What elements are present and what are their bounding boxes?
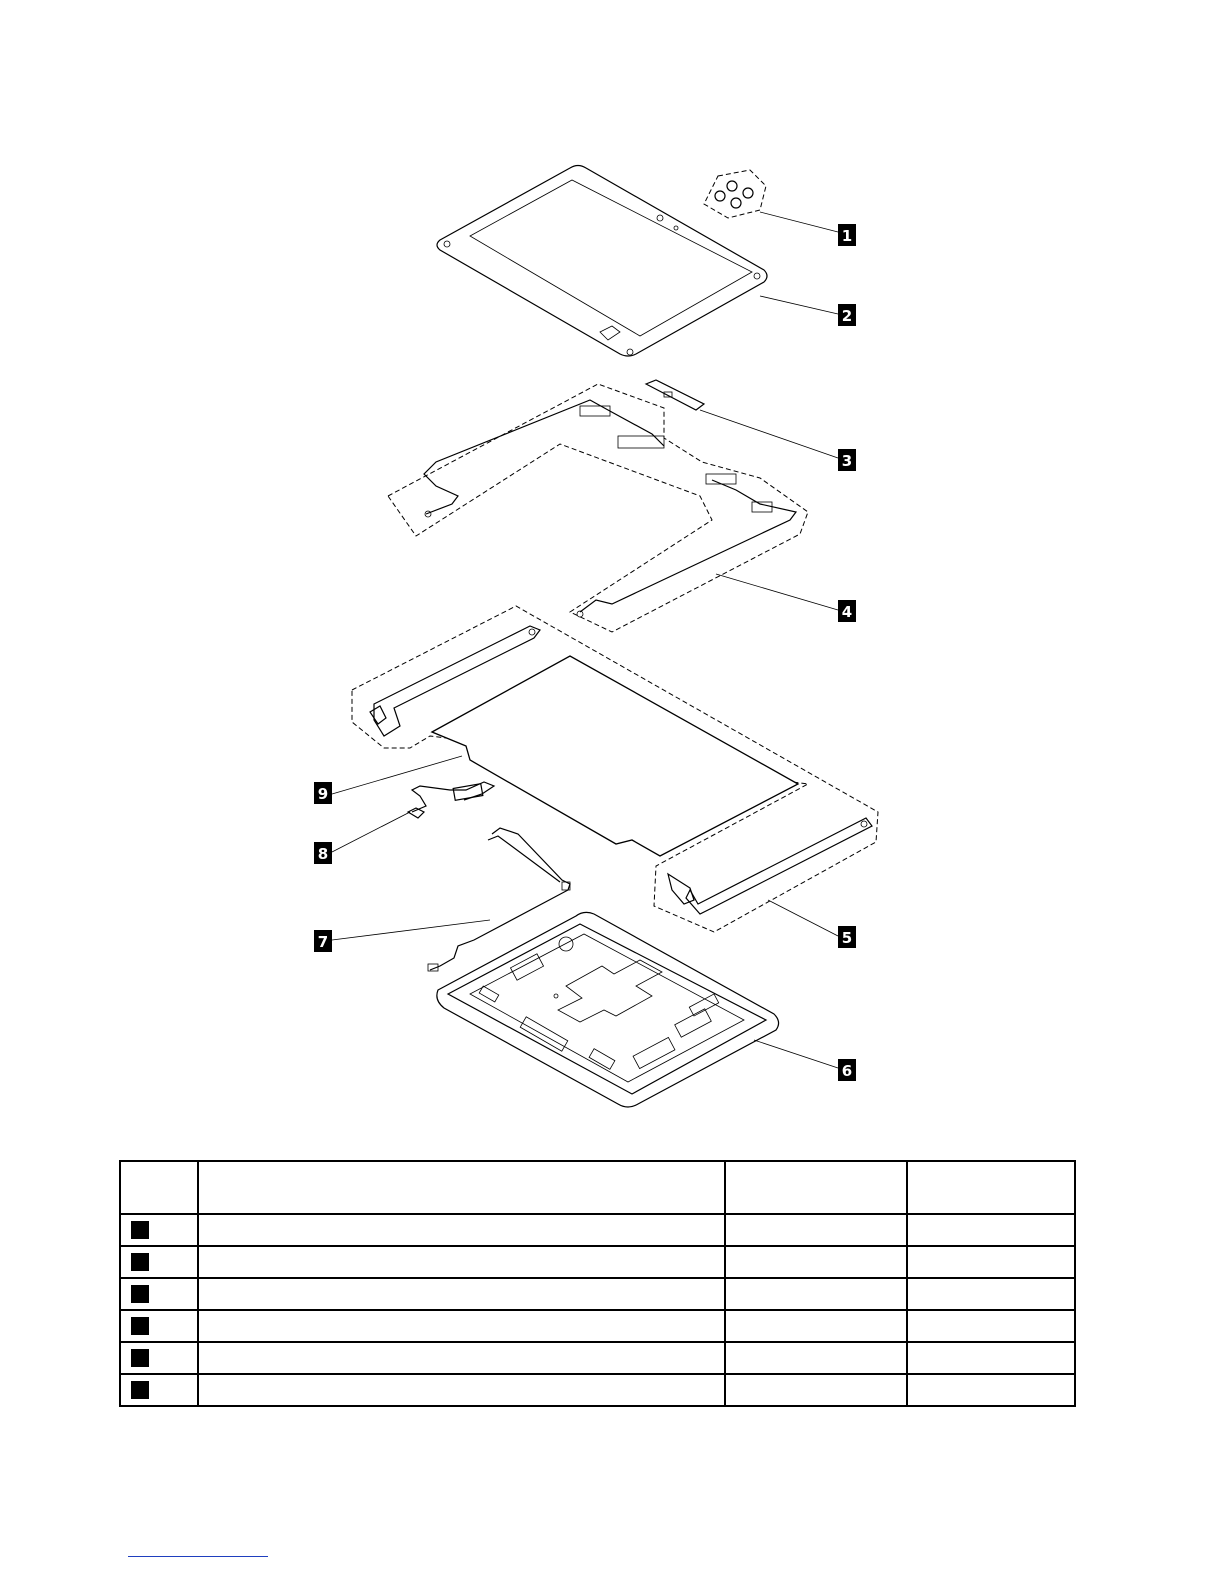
table-cell <box>198 1342 725 1374</box>
row-badge-cell <box>120 1246 198 1278</box>
callout-4-label: 4 <box>841 603 853 621</box>
black-square-icon <box>131 1221 149 1239</box>
table-cell <box>907 1310 1075 1342</box>
black-square-icon <box>131 1317 149 1335</box>
black-square-icon <box>131 1381 149 1399</box>
callout-6-label: 6 <box>841 1062 853 1080</box>
callout-9 <box>314 782 332 804</box>
table-cell <box>907 1246 1075 1278</box>
callout-5-label: 5 <box>841 929 853 947</box>
table-cell <box>907 1214 1075 1246</box>
table-cell <box>198 1246 725 1278</box>
part-3-camera-module <box>646 380 704 410</box>
table-cell <box>907 1374 1075 1406</box>
header-col-4 <box>907 1161 1075 1214</box>
table-cell <box>725 1278 907 1310</box>
callout-7-label: 7 <box>317 933 329 951</box>
table-cell <box>198 1278 725 1310</box>
row-badge-cell <box>120 1374 198 1406</box>
leader-lines <box>332 212 838 1068</box>
table-cell <box>907 1342 1075 1374</box>
black-square-icon <box>131 1253 149 1271</box>
callout-8-label: 8 <box>317 845 329 863</box>
table-cell <box>725 1214 907 1246</box>
part-6-lcd-rear-cover <box>437 912 779 1107</box>
table-header-row <box>120 1161 1075 1214</box>
table-cell <box>198 1374 725 1406</box>
callout-7 <box>314 930 332 952</box>
callout-3 <box>838 449 856 471</box>
part-1-rubber-feet <box>704 170 766 218</box>
part-4-antenna-kit <box>388 384 808 632</box>
table-row <box>120 1214 1075 1246</box>
table-cell <box>725 1310 907 1342</box>
callout-2-label: 2 <box>841 307 853 325</box>
part-7-camera-cable <box>428 828 570 971</box>
table-cell <box>907 1278 1075 1310</box>
callout-3-label: 3 <box>841 452 853 470</box>
table-cell <box>725 1342 907 1374</box>
table-row <box>120 1342 1075 1374</box>
footer-link-underline[interactable] <box>128 1556 268 1557</box>
row-badge-cell <box>120 1310 198 1342</box>
table-row <box>120 1246 1075 1278</box>
table-row <box>120 1374 1075 1406</box>
callout-1 <box>838 224 856 246</box>
header-col-3 <box>725 1161 907 1214</box>
callout-1-label: 1 <box>841 227 853 245</box>
black-square-icon <box>131 1349 149 1367</box>
header-index <box>120 1161 198 1214</box>
table-row <box>120 1278 1075 1310</box>
row-badge-cell <box>120 1214 198 1246</box>
table-cell <box>198 1310 725 1342</box>
callout-9-label: 9 <box>317 785 329 803</box>
row-badge-cell <box>120 1278 198 1310</box>
header-description <box>198 1161 725 1214</box>
part-2-lcd-bezel <box>437 166 767 357</box>
callout-5 <box>838 926 856 948</box>
part-9-lcd-panel <box>432 656 798 856</box>
parts-table <box>119 1160 1076 1407</box>
callout-8 <box>314 842 332 864</box>
row-badge-cell <box>120 1342 198 1374</box>
table-cell <box>198 1214 725 1246</box>
table-row <box>120 1310 1075 1342</box>
table-cell <box>725 1374 907 1406</box>
callout-6 <box>838 1059 856 1081</box>
black-square-icon <box>131 1285 149 1303</box>
callout-2 <box>838 304 856 326</box>
table-cell <box>725 1246 907 1278</box>
callout-4 <box>838 600 856 622</box>
part-8-lcd-cable <box>408 782 494 818</box>
